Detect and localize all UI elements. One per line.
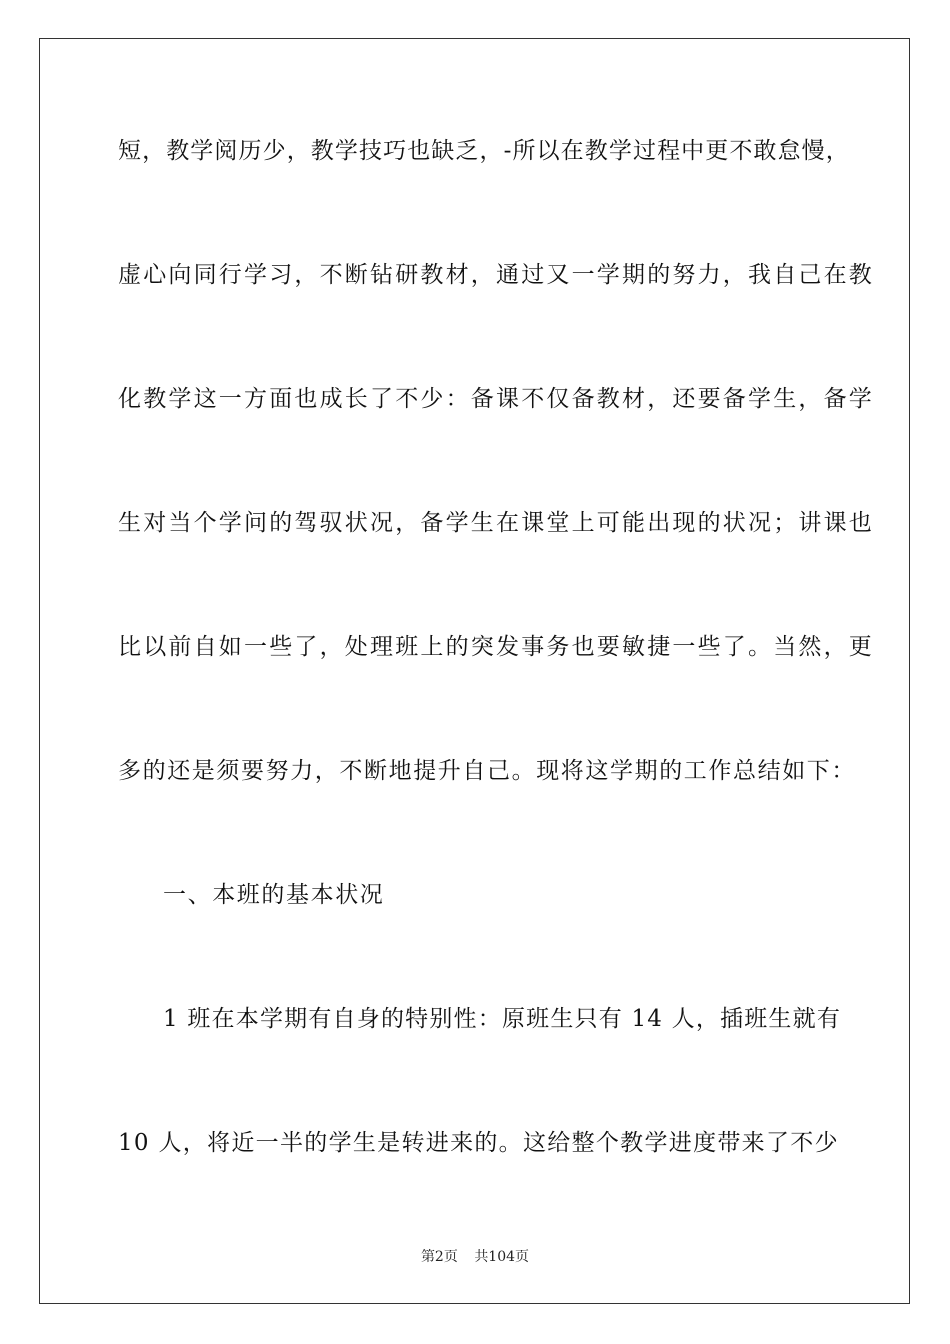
page-border <box>39 38 910 1304</box>
body-text-line: 比以前自如一些了，处理班上的突发事务也要敏捷一些了。当然，更 <box>118 634 874 660</box>
section-heading: 一、本班的基本状况 <box>163 882 385 908</box>
body-text-line: 化教学这一方面也成长了不少：备课不仅备教材，还要备学生，备学 <box>118 386 874 412</box>
body-text-line: 短，教学阅历少，教学技巧也缺乏，-所以在教学过程中更不敢怠慢， <box>118 138 850 164</box>
body-text-line: 1 班在本学期有自身的特别性：原班生只有 14 人，插班生就有 <box>163 1006 842 1032</box>
body-text-line: 10 人，将近一半的学生是转进来的。这给整个教学进度带来了不少 <box>118 1130 839 1156</box>
body-text-line: 生对当个学问的驾驭状况，备学生在课堂上可能出现的状况；讲课也 <box>118 510 874 536</box>
page-footer <box>0 1248 950 1266</box>
page-number: 第2页 <box>420 1249 458 1265</box>
body-text-line: 虚心向同行学习，不断钻研教材，通过又一学期的努力，我自己在教 <box>118 262 874 288</box>
body-text-line: 多的还是须要努力，不断地提升自己。现将这学期的工作总结如下： <box>118 758 856 784</box>
total-pages: 共104页 <box>474 1249 530 1265</box>
